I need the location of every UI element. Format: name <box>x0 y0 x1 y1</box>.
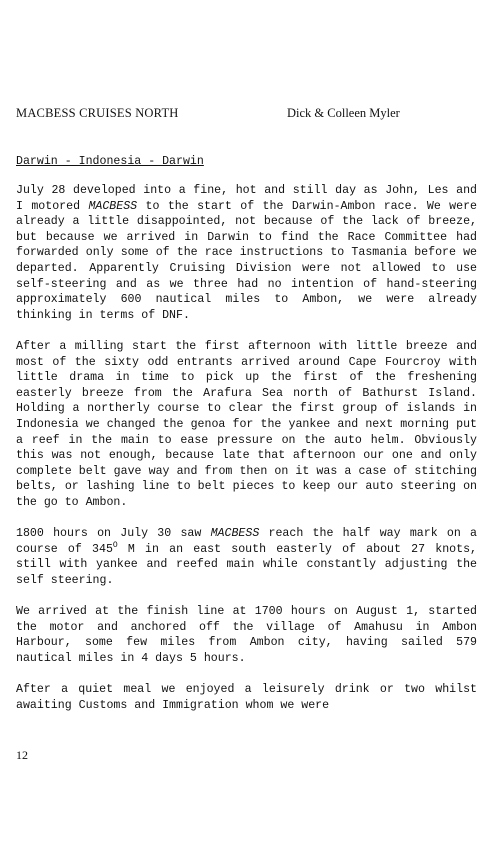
paragraph-3-text-c: M in an east south easterly of about 27 knots, still with yankee and reefed main while constantly adjusting the self steering. <box>16 542 477 587</box>
section-subtitle: Darwin - Indonesia - Darwin <box>16 155 204 168</box>
degree-superscript: O <box>112 540 118 550</box>
paragraph-1 <box>16 183 477 323</box>
article-title: MACBESS CRUISES NORTH <box>16 106 179 120</box>
article-authors: Dick & Colleen Myler <box>287 106 400 120</box>
article-body <box>16 183 477 729</box>
paragraph-1-text-a: July 28 developed into a fine, hot and still day as John, Les and I motored <box>16 184 477 213</box>
page-number: 12 <box>16 748 28 762</box>
paragraph-3-text-b: reach the half way mark on a course of 345 <box>16 527 477 556</box>
paragraph-4: We arrived at the finish line at 1700 hours on August 1, started the motor and anchored off the village of Amahusu in Ambon Harbour, some few miles from Ambon city, having sailed 579 nautical miles in 4 days 5 hours. <box>16 605 477 665</box>
paragraph-3 <box>16 526 477 588</box>
boat-name: MACBESS <box>88 199 138 213</box>
article-header <box>16 106 481 124</box>
boat-name: MACBESS <box>210 527 260 541</box>
paragraph-2: After a milling start the first afternoon with little breeze and most of the sixty odd entrants arrived around Cape Fourcroy with little drama in time to pick up the first of the freshening easterly breeze from the Arafura Sea north of Bathurst Island. Holding a northerly course to clear the first group of islands in Indonesia we changed the genoa for the yankee and next morning put a reef in the main to ease pressure on the auto helm. Obviously this was not enough, because late that afternoon our one and only complete belt gave way and from then on it was a case of stitching belts, or lashing line to belt pieces to keep our auto steering on the go to Ambon. <box>16 339 477 509</box>
paragraph-3-text-a: 1800 hours on July 30 saw <box>16 527 211 541</box>
paragraph-1-text-b: to the start of the Darwin-Ambon race. We were already a little disappointed, not because of the lack of breeze, but because we arrived in Darwin to find the Race Committee had forwarded only some of the race instructions to Tasmania before we departed. Apparently Cruising Division were not allowed to use self-steering and as we three had no intention of hand-steering approximately 600 nautical miles to Ambon, we were already thinking in terms of DNF. <box>16 199 477 322</box>
paragraph-5: After a quiet meal we enjoyed a leisurely drink or two whilst awaiting Customs and Immigration whom we were <box>16 683 477 712</box>
